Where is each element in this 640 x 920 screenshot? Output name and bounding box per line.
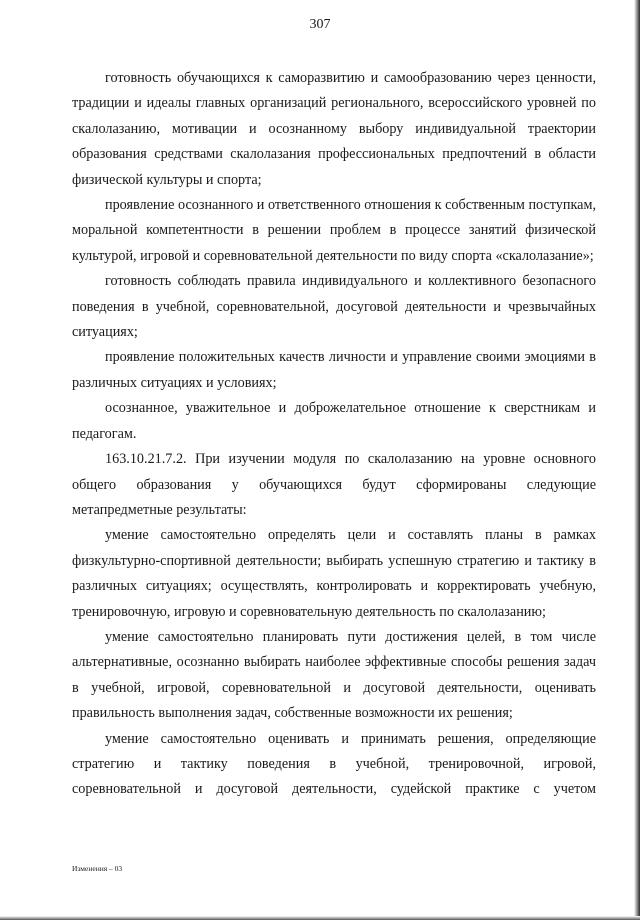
scan-edge-right	[634, 0, 640, 920]
paragraph-goal-setting: умение самостоятельно определять цели и составлять планы в рамках физкультурно-спортивной деятельности; выбирать успешную стратегию и тактику в различных ситуациях; осуществлять, контролировать и корректировать учебную, тренировочную, игровую и соревновательную деятельность по скалолазанию;	[72, 527, 596, 620]
paragraph-conscious-attitude: проявление осознанного и ответственного отношения к собственным поступкам, моральной компетентности в решении проблем в процессе занятий физической культурой, игровой и соревновательной деятельности по виду спорта «скалолазание»;	[72, 197, 596, 264]
paragraph-planning: умение самостоятельно планировать пути достижения целей, в том числе альтернативные, осознанно выбирать наиболее эффективные способы решения задач в учебной, игровой, соревновательной и досуговой деятельности, оценивать правильность выполнения задач, собственные возможности их решения;	[72, 628, 596, 722]
paragraph-respectful-attitude: осознанное, уважительное и доброжелательное отношение к сверстникам и педагогам.	[72, 400, 596, 442]
paragraph-positive-qualities: проявление положительных качеств личности и управление своими эмоциями в различных ситуациях и условиях;	[72, 349, 596, 391]
page-number: 307	[309, 17, 331, 32]
paragraph-safety-rules: готовность соблюдать правила индивидуального и коллективного безопасного поведения в учебной, соревновательной, досуговой деятельности и чрезвычайных ситуациях;	[72, 273, 596, 341]
document-body	[72, 66, 596, 803]
paragraph-section-heading: 163.10.21.7.2. При изучении модуля по скалолазанию на уровне основного общего образования у обучающихся будут сформированы следующие метапредметные результаты:	[72, 451, 596, 518]
paragraph-decision-making: умение самостоятельно оценивать и принимать решения, определяющие стратегию и тактику поведения в учебной, тренировочной, игровой, соревновательной и досуговой деятельности, судейской практике с учетом	[72, 730, 596, 798]
scan-edge-bottom	[0, 916, 640, 920]
revision-footer: Изменения – 03	[72, 864, 123, 873]
paragraph-readiness-self-development: готовность обучающихся к саморазвитию и самообразованию через ценности, традиции и идеалы главных организаций регионального, всероссийского уровней по скалолазанию, мотивации и осознанному выбору индивидуальной траектории образования средствами скалолазания профессиональных предпочтений в области физической культуры и спорта;	[72, 70, 596, 188]
